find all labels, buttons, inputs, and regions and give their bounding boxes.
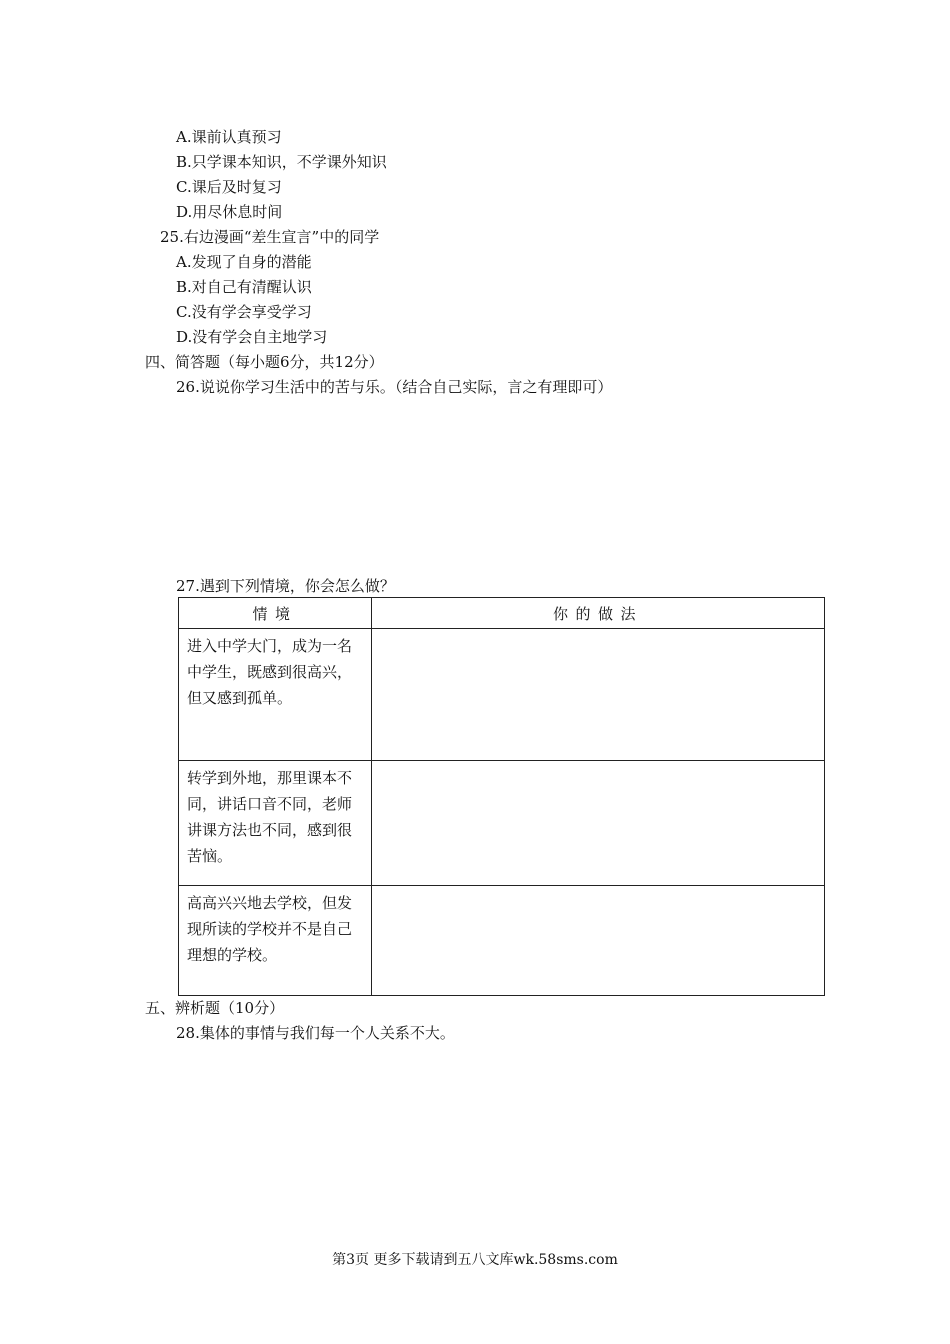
table-row (179, 761, 825, 886)
section4-heading: 四、简答题（每小题6分，共12分） (145, 353, 384, 371)
answer-cell[interactable] (372, 886, 825, 996)
q24-option-a: A.课前认真预习 (176, 128, 282, 146)
q25-option-a: A.发现了自身的潜能 (176, 253, 312, 271)
answer-cell[interactable] (372, 761, 825, 886)
q24-option-d: D.用尽休息时间 (176, 203, 283, 221)
table-row (179, 629, 825, 761)
header-answer: 你的做法 (372, 598, 825, 629)
q26-question: 26.说说你学习生活中的苦与乐。（结合自己实际，言之有理即可） (176, 378, 613, 396)
q25-option-d: D.没有学会自主地学习 (176, 328, 328, 346)
situation-cell: 高高兴兴地去学校，但发现所读的学校并不是自己理想的学校。 (187, 894, 353, 964)
q24-option-c: C.课后及时复习 (176, 178, 282, 196)
q25-question: 25.右边漫画“差生宣言”中的同学 (160, 228, 380, 246)
q24-option-b: B.只学课本知识，不学课外知识 (176, 153, 387, 171)
q25-option-c: C.没有学会享受学习 (176, 303, 312, 321)
answer-cell[interactable] (372, 629, 825, 761)
table-row (179, 886, 825, 996)
header-situation: 情境 (179, 598, 372, 629)
q28-question: 28.集体的事情与我们每一个人关系不大。 (176, 1024, 455, 1042)
situation-cell: 转学到外地，那里课本不同，讲话口音不同，老师讲课方法也不同，感到很苦恼。 (187, 769, 353, 865)
q25-option-b: B.对自己有清醒认识 (176, 278, 312, 296)
section5-heading: 五、辨析题（10分） (145, 999, 285, 1017)
page-footer: 第3页 更多下载请到五八文库wk.58sms.com (332, 1252, 618, 1268)
q27-question: 27.遇到下列情境，你会怎么做？ (176, 577, 395, 595)
situation-table (178, 597, 825, 996)
situation-cell: 进入中学大门，成为一名中学生，既感到很高兴，但又感到孤单。 (187, 637, 353, 707)
